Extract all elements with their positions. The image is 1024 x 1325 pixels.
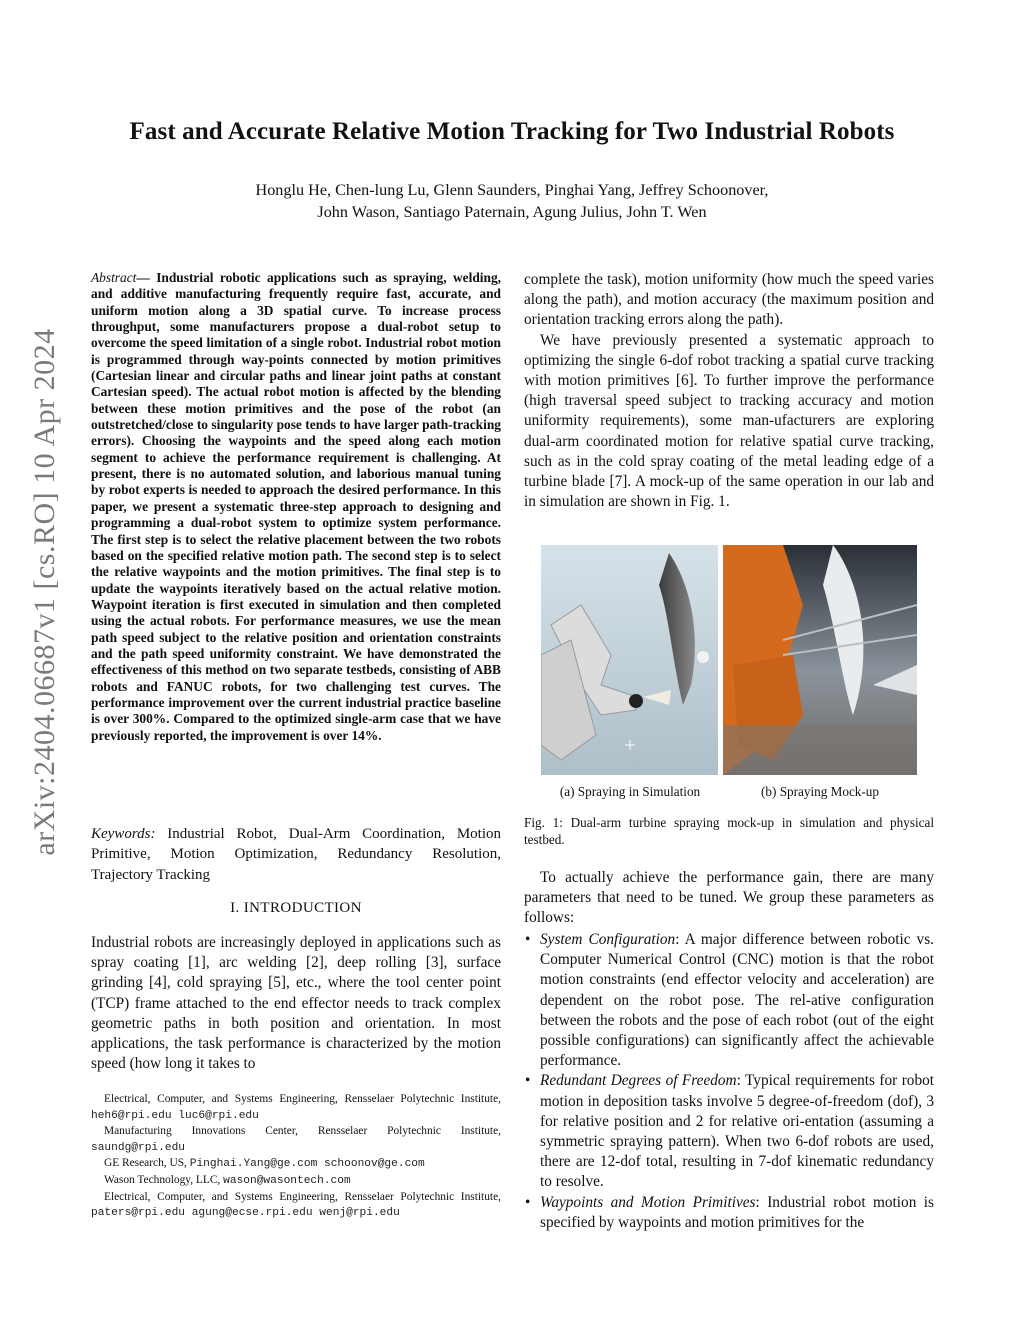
abstract-text: Industrial robotic applications such as spraying, welding, and additive manufacturing frequently require fast, accurate, and uniform motion along a 3D spatial curve. To increase process throughput, some manufacturers propose a dual-robot setup to overcome the speed limitation of a single robot. Industrial robot motion is programmed through way-points connected by motion primitives (Cartesian linear and circular paths and linear joint paths at constant Cartesian speed). The actual robot motion is affected by the blending between these motion primitives and the pose of the robot (an outstretched/close to singularity pose tends to have larger path-tracking errors). Choosing the waypoints and the speed along each motion segment to achieve the performance requirement is challenging. At present, there is no automated solution, and laborious manual tuning by robot experts is needed to approach the desired performance. In this paper, we present a systematic three-step approach to designing and programming a dual-robot system to optimize system performance. The first step is to select the relative placement between the two robots based on the specified relative motion path. The second step is to select the relative waypoints and the motion primitives. The final step is to update the waypoints iteratively based on the actual relative motion. Waypoint iteration is first executed in simulation and then completed using the actual robots. For performance measures, we use the mean path speed subject to the relative position and orientation constraints and the path speed uniformity constraint. We have demonstrated the effectiveness of this method on two separate testbeds, consisting of ABB robots and FANUC robots, for two challenging test curves. The performance improvement over the current industrial practice baseline is over 300%. Compared to the optimized single-arm case that we have previously reported, the improvement is over 14%. bbox=[91, 270, 501, 743]
parameter-bullet-list bbox=[524, 930, 934, 1233]
section-heading-introduction: I. INTRODUCTION bbox=[230, 900, 362, 916]
paper-title: Fast and Accurate Relative Motion Tracking for Two Industrial Robots bbox=[129, 118, 895, 145]
footnote-3-email[interactable]: Pinghai.Yang@ge.com schoonov@ge.com bbox=[189, 1158, 425, 1171]
arxiv-identifier: arXiv:2404.06687v1 [cs.RO] 10 Apr 2024 bbox=[28, 328, 61, 856]
bullet-symbol: • bbox=[525, 931, 531, 948]
footnote-1-email[interactable]: heh6@rpi.edu luc6@rpi.edu bbox=[91, 1109, 259, 1122]
bullet-heading: Waypoints and Motion Primitives bbox=[540, 1193, 756, 1211]
figure-1a-caption: (a) Spraying in Simulation bbox=[559, 784, 701, 799]
abstract-dash: — bbox=[136, 270, 157, 285]
bullet-heading: System Configuration bbox=[540, 931, 676, 948]
keywords bbox=[91, 824, 501, 885]
footnote-1: Electrical, Computer, and Systems Engineering, Rensselaer Polytechnic Institute, heh6@rpi.edu luc6@rpi.edu bbox=[91, 1093, 501, 1122]
abstract-label: Abstract bbox=[91, 270, 137, 285]
footnote-4-email[interactable]: wason@wasontech.com bbox=[223, 1174, 351, 1187]
right-column-top bbox=[524, 270, 934, 512]
figure-1-label: Fig. 1: bbox=[524, 815, 571, 830]
authors-line-2: John Wason, Santiago Paternain, Agung Julius, John T. Wen bbox=[317, 203, 707, 221]
right-column-parameters-intro bbox=[524, 868, 934, 929]
abstract bbox=[91, 270, 501, 744]
bullet-symbol: • bbox=[525, 1193, 531, 1211]
footnote-2: Manufacturing Innovations Center, Rensselaer Polytechnic Institute, saundg@rpi.edu bbox=[91, 1125, 501, 1154]
bullet-waypoints-primitives bbox=[524, 1193, 934, 1233]
paragraph-previous-work: We have previously presented a systematic approach to optimizing the single 6-dof robot tracking a spatial curve tracking with motion primitives [6]. To further improve the performance (high traversal speed subject to tracking accuracy and motion uniformity requirements), some man-ufacturers are exploring dual-arm coordinated motion for relative spatial curve tracking, such as in the cold spray coating of the metal leading edge of a turbine blade [7]. A mock-up of the same operation in our lab and in simulation are shown in Fig. 1. bbox=[524, 331, 934, 511]
figure-1 bbox=[541, 545, 917, 775]
bullet-redundant-dof bbox=[524, 1071, 934, 1192]
keywords-text: Industrial Robot, Dual-Arm Coordination, Motion Primitive, Motion Optimization, Redundancy Resolution, Trajectory Tracking bbox=[91, 826, 501, 883]
figure-1b-caption: (b) Spraying Mock-up bbox=[761, 784, 879, 799]
figure-1-caption-text: Dual-arm turbine spraying mock-up in simulation and physical testbed. bbox=[524, 815, 934, 847]
bullet-text: : Industrial robot motion is specified by waypoints and motion primitives for the bbox=[540, 1193, 934, 1231]
footnote-4: Wason Technology, LLC, wason@wasontech.com bbox=[104, 1173, 351, 1187]
bullet-symbol: • bbox=[525, 1072, 531, 1090]
intro-paragraph: Industrial robots are increasingly deployed in applications such as spray coating [1], arc welding [2], deep rolling [3], surface grinding [4], cold spraying [5], etc., where the tool center point (TCP) frame attached to the end effector needs to track complex geometric paths in both position and orientation. In most applications, the task performance is characterized by the motion speed (how long it takes to bbox=[91, 934, 501, 1073]
bullet-text: : A major difference between robotic vs. Computer Numerical Control (CNC) motion is that the robot motion constraints (end effector velocity and acceleration) are dependent on the robot pose. The rel-ative configuration between the robots and the pose of each robot (out of the eight possible configurations) can significantly affect the achievable performance. bbox=[540, 931, 934, 1070]
continuation-paragraph: complete the task), motion uniformity (how much the speed varies along the path), and motion accuracy (the maximum position and orientation tracking errors along the path). bbox=[524, 271, 934, 329]
paragraph-parameters: To actually achieve the performance gain, there are many parameters that need to be tuned. We group these parameters as follows: bbox=[524, 869, 934, 927]
figure-1a-simulation-image bbox=[541, 545, 718, 775]
footnote-3: GE Research, US, Pinghai.Yang@ge.com schoonov@ge.com bbox=[104, 1157, 425, 1171]
bullet-heading: Redundant Degrees of Freedom bbox=[540, 1072, 737, 1090]
author-affiliations bbox=[91, 1092, 501, 1222]
figure-1-caption bbox=[524, 815, 934, 848]
footnote-2-email[interactable]: saundg@rpi.edu bbox=[91, 1141, 185, 1154]
author-list bbox=[120, 179, 904, 223]
figure-1b-mockup-photo bbox=[723, 545, 917, 775]
arxiv-sidebar bbox=[22, 0, 68, 1325]
bullet-text: : Typical requirements for robot motion in deposition tasks involve 5 degree-of-freedom (dof), 3 for relative position and 2 for relative ori-entation (assuming a symmetric spraying pattern). When two 6-dof robots are used, there are 12-dof total, resulting in 7-dof kinematic redundancy to resolve. bbox=[540, 1072, 935, 1191]
footnote-5: Electrical, Computer, and Systems Engineering, Rensselaer Polytechnic Institute, paters@rpi.edu agung@ecse.rpi.edu wenj@rpi.edu bbox=[91, 1190, 501, 1220]
bullet-system-configuration bbox=[524, 930, 934, 1071]
keywords-label: Keywords: bbox=[91, 826, 156, 842]
authors-line-1: Honglu He, Chen-lung Lu, Glenn Saunders, Pinghai Yang, Jeffrey Schoonover, bbox=[255, 181, 769, 199]
footnote-5-email[interactable]: paters@rpi.edu agung@ecse.rpi.edu wenj@rpi.edu bbox=[91, 1207, 400, 1220]
